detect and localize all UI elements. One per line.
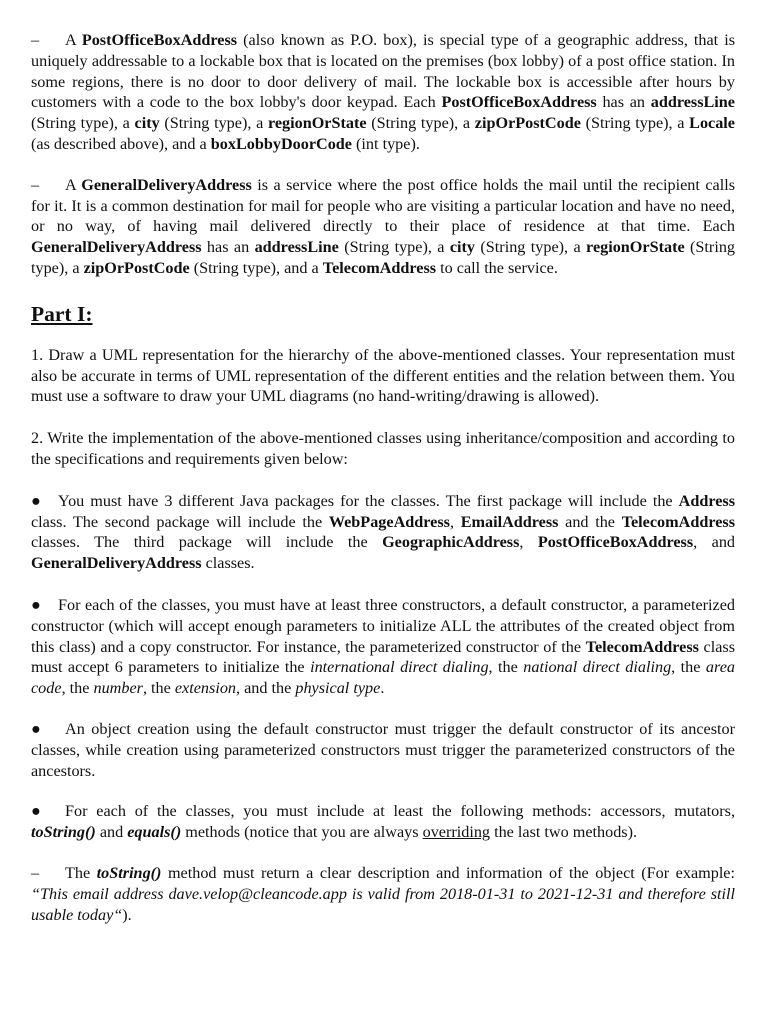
list-item-uml: 1. Draw a UML representation for the hierarchy of the above-mentioned classes. Your representation must also be accurate in terms of UML representation of the different entities and the relation between them. You must use a software to draw your UML diagrams (no hand-writing/drawing is allowed). [31, 345, 735, 406]
item-number: 2. [31, 429, 44, 448]
bullet-object-creation: ● An object creation using the default constructor must trigger the default constructor of its ancestor classes, while creation using parameterized constructors must trigger the parameterized constructors of the ancestors. [31, 719, 735, 780]
paragraph-post-office-box: – A PostOfficeBoxAddress (also known as P.O. box), is special type of a geographic address, that is uniquely addressable to a lockable box that is located on the premises (box lobby) of a post office station. In some regions, there is no door to door delivery of mail. The lockable box is accessible after hours by customers with a code to the box lobby's door keypad. Each PostOfficeBoxAddress has an addressLine (String type), a city (String type), a regionOrState (String type), a zipOrPostCode (String type), a Locale (as described above), and a boxLobbyDoorCode (int type). [31, 31, 735, 153]
dash-marker: – [31, 863, 40, 882]
dash-marker: – [31, 31, 40, 49]
item-number: 1. [31, 345, 44, 364]
bullet-packages: ● You must have 3 different Java packages for the classes. The first package will include the Address class. The second package will include the WebPageAddress, EmailAddress and the TelecomAddress classes. The third package will include the GeographicAddress, PostOfficeBoxAddress, and GeneralDeliveryAddress classes. [31, 491, 736, 573]
bullet-methods: ● For each of the classes, you must include at least the following methods: accessors, mutators, toString() and equals() methods (notice that you are always overriding the last two methods). [31, 802, 735, 842]
bullet-icon: ● [31, 802, 41, 821]
dash-marker: – [31, 175, 40, 194]
bullet-icon: ● [31, 491, 41, 510]
bullet-icon: ● [31, 595, 41, 614]
paragraph-general-delivery: – A GeneralDeliveryAddress is a service where the post office holds the mail until the recipient calls for it. It is a common destination for mail for people who are visiting a particular location and have no need, or no way, of having mail delivered directly to their place of residence at that time. Each GeneralDeliveryAddress has an addressLine (String type), a city (String type), a regionOrState (String type), a zipOrPostCode (String type), and a TelecomAddress to call the service. [31, 175, 736, 277]
paragraph-tostring: – The toString() method must return a clear description and information of the object (For example: “This email address dave.velop@cleancode.app is valid from 2018-01-31 to 2021-12-31 and therefore still usable today“). [31, 863, 735, 924]
bullet-icon: ● [31, 719, 41, 738]
list-item-implementation: 2. Write the implementation of the above-mentioned classes using inheritance/composition and according to the specifications and requirements given below: [31, 429, 735, 468]
document-page [31, 30, 735, 925]
section-heading-part-1: Part I: [31, 301, 93, 326]
bullet-constructors: ● For each of the classes, you must have at least three constructors, a default constructor, a parameterized constructor (which will accept enough parameters to initialize ALL the attributes of the created object from this class) and a copy constructor. For instance, the parameterized constructor of the TelecomAddress class must accept 6 parameters to initialize the international direct dialing, the national direct dialing, the area code, the number, the extension, and the physical type. [31, 595, 735, 698]
